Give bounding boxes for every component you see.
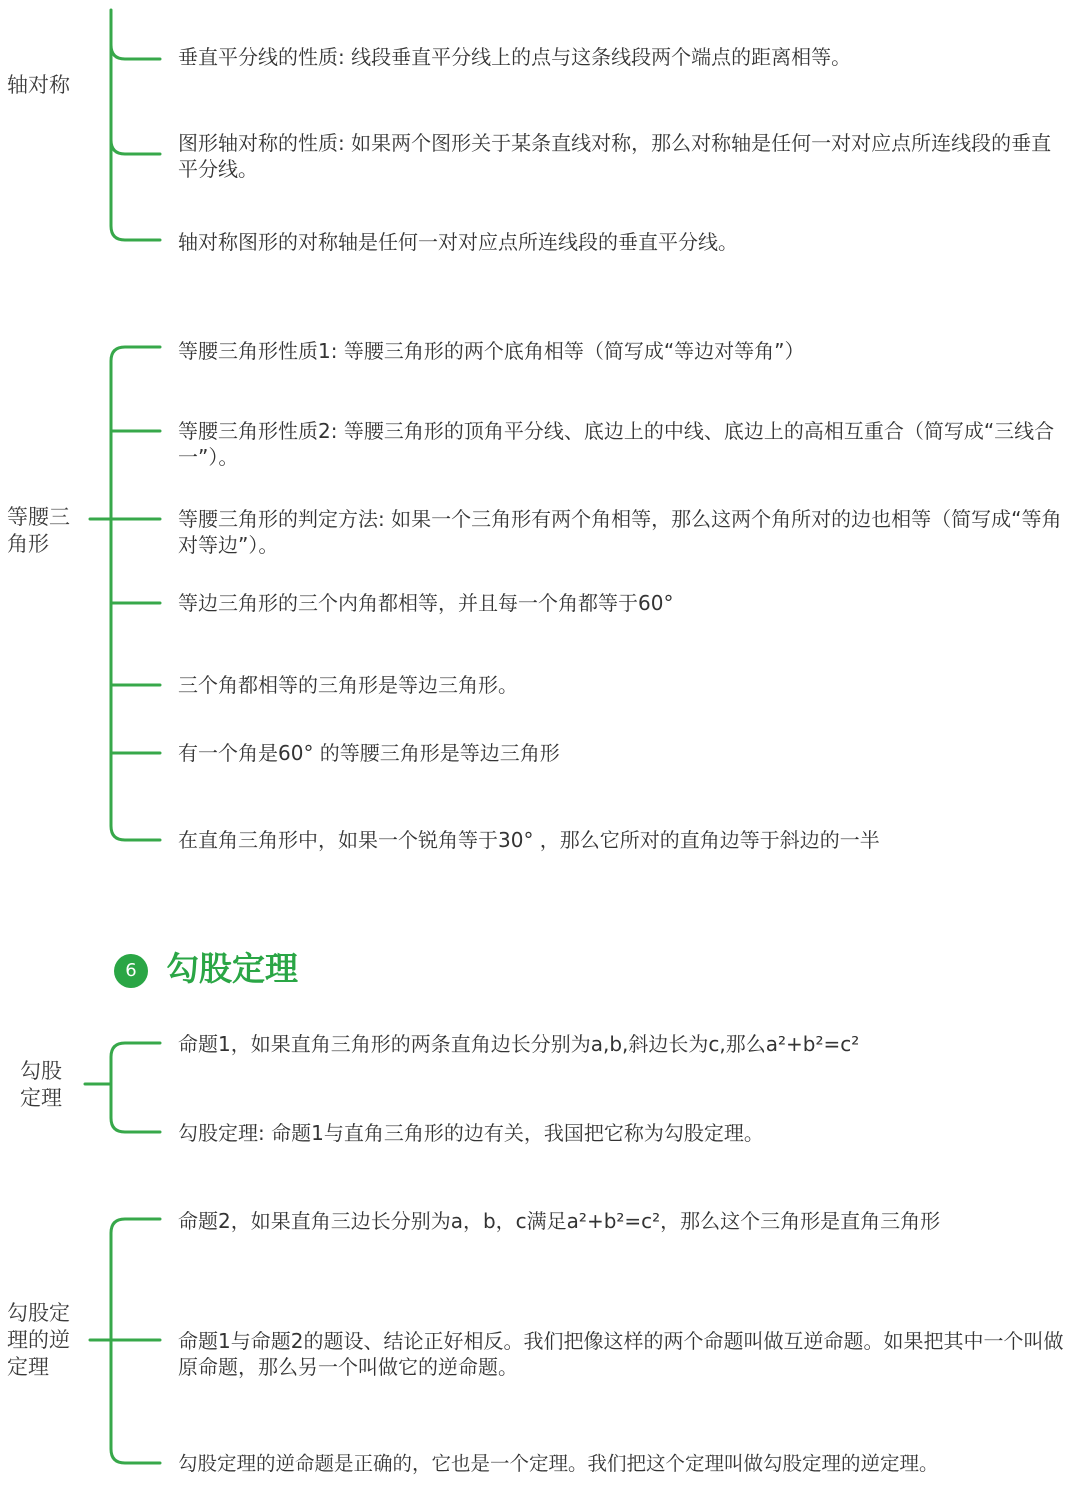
branch-line — [111, 140, 160, 154]
node-equilateral-angles: 等边三角形的三个内角都相等，并且每一个角都等于60° — [178, 591, 674, 615]
branch-line — [111, 45, 160, 59]
node-equilateral-criterion-60: 有一个角是60° 的等腰三角形是等边三角形 — [178, 741, 560, 765]
topic-isosceles-triangle — [7, 504, 70, 558]
topic-label-line: 理的逆 — [7, 1328, 70, 1352]
topic-pythagorean-converse — [7, 1300, 70, 1381]
node-isosceles-property-2: 等腰三角形性质2: 等腰三角形的顶角平分线、底边上的中线、底边上的高相互重合（简写成“三线合一”）。 — [178, 419, 1055, 469]
topic-label-line: 等腰三 — [7, 505, 70, 529]
topic-axis-symmetry: 轴对称 — [7, 73, 70, 97]
topic-label-line: 勾股 — [20, 1059, 62, 1083]
bracket-spine-isosceles — [111, 347, 160, 840]
node-axial-symmetry-property: 图形轴对称的性质: 如果两个图形关于某条直线对称，那么对称轴是任何一对对应点所连线段的垂直平分线。 — [178, 131, 1052, 181]
topic-label-line: 定理 — [20, 1086, 62, 1110]
topic-pythagorean-theorem — [20, 1058, 62, 1112]
node-proposition-1: 命题1，如果直角三角形的两条直角边长分别为a,b,斜边长为c,那么a²+b²=c² — [178, 1032, 860, 1056]
node-equilateral-criterion-angles: 三个角都相等的三角形是等边三角形。 — [178, 673, 518, 697]
node-perpendicular-bisector-property: 垂直平分线的性质: 线段垂直平分线上的点与这条线段两个端点的距离相等。 — [178, 45, 852, 69]
node-isosceles-property-1: 等腰三角形性质1: 等腰三角形的两个底角相等（简写成“等边对等角”） — [178, 339, 805, 363]
node-proposition-2: 命题2，如果直角三边长分别为a，b，c满足a²+b²=c²，那么这个三角形是直角三角形 — [178, 1209, 941, 1233]
topic-label-line: 勾股定 — [7, 1301, 70, 1325]
topic-label-line: 定理 — [7, 1355, 49, 1379]
topic-label-line: 角形 — [7, 532, 49, 556]
node-converse-theorem: 勾股定理的逆命题是正确的，它也是一个定理。我们把这个定理叫做勾股定理的逆定理。 — [178, 1452, 939, 1475]
node-isosceles-criterion: 等腰三角形的判定方法: 如果一个三角形有两个角相等，那么这两个角所对的边也相等（简写成“等角对等边”）。 — [178, 507, 1062, 557]
node-converse-propositions: 命题1与命题2的题设、结论正好相反。我们把像这样的两个命题叫做互逆命题。如果把其中一个叫做原命题，那么另一个叫做它的逆命题。 — [178, 1329, 1064, 1379]
section-title: 勾股定理 — [166, 949, 298, 988]
section-number-badge: 6 — [114, 954, 148, 988]
node-30-degree-right-triangle: 在直角三角形中，如果一个锐角等于30° ，那么它所对的直角边等于斜边的一半 — [178, 828, 880, 852]
node-pythagorean-definition: 勾股定理: 命题1与直角三角形的边有关，我国把它称为勾股定理。 — [178, 1121, 764, 1145]
bracket-spine-pythagoras — [111, 1043, 160, 1132]
bracket-spine-axis-symmetry — [111, 10, 160, 240]
node-symmetry-axis-definition: 轴对称图形的对称轴是任何一对对应点所连线段的垂直平分线。 — [178, 230, 738, 254]
